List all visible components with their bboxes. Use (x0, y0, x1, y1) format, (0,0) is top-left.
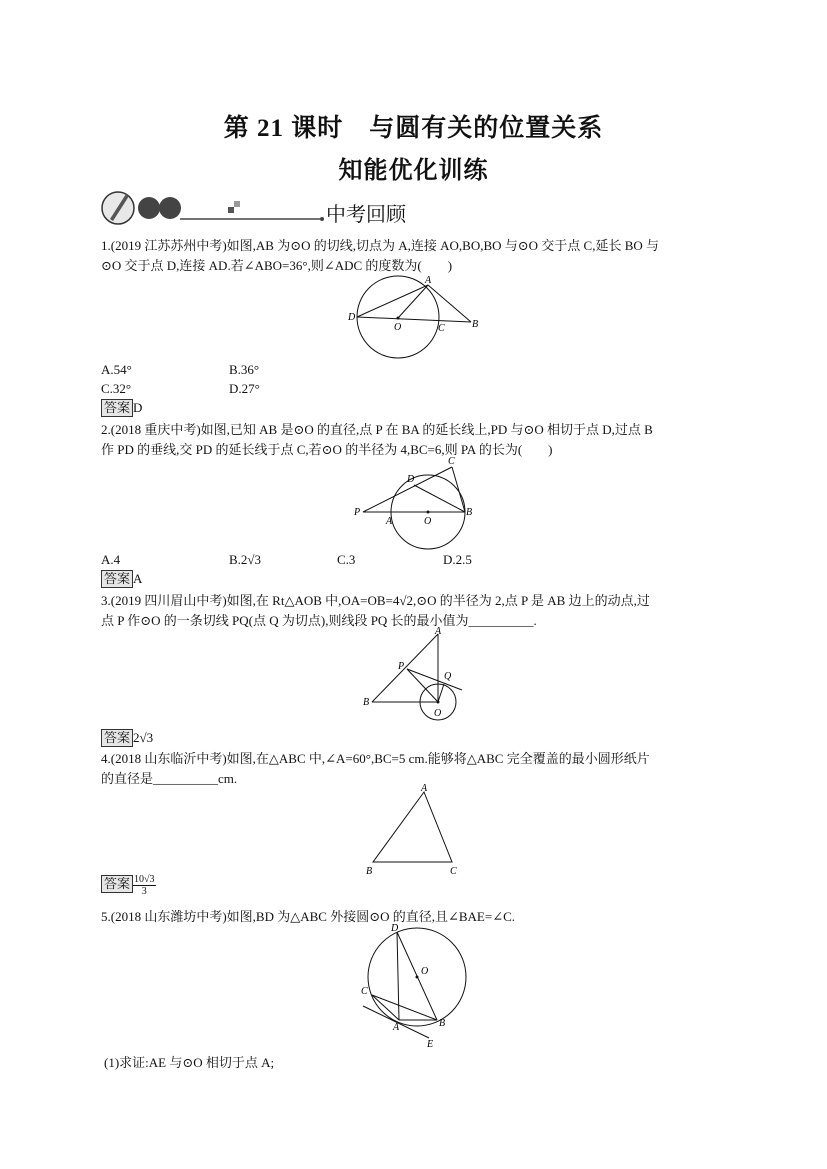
q3-line-po (407, 669, 438, 702)
q4-figure (360, 780, 470, 880)
answer-label: 答案 (101, 875, 133, 893)
q5-line-ca (372, 995, 399, 1020)
q2-label-b: B (466, 507, 473, 518)
q1-line-db (357, 317, 471, 322)
q5-label-e: E (427, 1039, 434, 1050)
q1-answer-value: D (133, 400, 143, 415)
q1-line-ao (398, 285, 428, 318)
q5-text-line1: 5.(2018 山东潍坊中考)如图,BD 为△ABC 外接圆⊙O 的直径,且∠BAE=∠C. (101, 909, 516, 924)
q5-figure (355, 920, 475, 1050)
q5-label-a: A (393, 1022, 400, 1033)
q2-label-c: C (448, 456, 455, 467)
q1-label-a: A (425, 275, 432, 286)
square-icon (228, 207, 234, 213)
page-subtitle: 知能优化训练 (338, 158, 489, 184)
q1-option-c: C.32° (101, 381, 132, 396)
q2-answer-value: A (133, 571, 143, 586)
q5-subquestion-1: (1)求证:AE 与⊙O 相切于点 A; (104, 1055, 275, 1070)
q1-center-dot (397, 317, 400, 320)
q1-label-d: D (348, 312, 356, 323)
q5-label-d: D (391, 923, 399, 934)
page-title: 第 21 课时 与圆有关的位置关系 (223, 115, 604, 142)
dot-icon (159, 197, 181, 219)
q3-figure (358, 624, 468, 724)
q3-center-dot (437, 701, 440, 704)
q1-label-c: C (438, 323, 445, 334)
answer-label: 答案 (101, 729, 133, 747)
q4-triangle (373, 792, 452, 862)
answer-label: 答案 (101, 399, 133, 417)
section-label: 中考回顾 (326, 204, 406, 226)
q2-line-cb (452, 467, 465, 512)
q2-label-o: O (424, 516, 432, 527)
q5-label-b: B (439, 1018, 446, 1029)
q1-label-o: O (394, 322, 402, 333)
q5-line-da (397, 932, 399, 1020)
q4-label-c: C (450, 866, 457, 877)
q4-label-a: A (421, 783, 428, 794)
q1-option-a: A.54° (101, 362, 132, 377)
q3-label-a: A (435, 626, 442, 637)
q1-label-b: B (472, 319, 479, 330)
q2-text-line2: 作 PD 的垂线,交 PD 的延长线于点 C,若⊙O 的半径为 4,BC=6,则 PA 的长为( ) (101, 442, 553, 457)
q2-figure (348, 452, 478, 552)
q1-text-line1: 1.(2019 江苏苏州中考)如图,AB 为⊙O 的切线,切点为 A,连接 AO,BO,BO 与⊙O 交于点 C,延长 BO 与 (101, 238, 660, 253)
q2-label-p: P (354, 507, 361, 518)
answer-label: 答案 (101, 570, 133, 588)
q4-answer-fraction (133, 874, 156, 897)
q4-label-b: B (366, 866, 373, 877)
q2-text-line1: 2.(2018 重庆中考)如图,已知 AB 是⊙O 的直径,点 P 在 BA 的延长线上,PD 与⊙O 相切于点 D,过点 B (101, 422, 653, 437)
q3-text-line2: 点 P 作⊙O 的一条切线 PQ(点 Q 为切点),则线段 PQ 长的最小值为__________. (101, 613, 537, 628)
q1-option-b: B.36° (229, 362, 260, 377)
q2-option-a: A.4 (101, 552, 121, 567)
q4-text-line2: 的直径是__________cm. (101, 771, 238, 786)
q3-text-line1: 3.(2019 四川眉山中考)如图,在 Rt△AOB 中,OA=OB=4√2,⊙O 的半径为 2,点 P 是 AB 边上的动点,过 (101, 593, 650, 608)
q4-answer (101, 874, 156, 897)
q3-line-pq (407, 669, 462, 690)
q2-label-d: D (407, 474, 415, 485)
q1-text-line2: ⊙O 交于点 D,连接 AD.若∠ABO=36°,则∠ADC 的度数为( ) (101, 258, 453, 273)
q3-answer-value: 2√3 (133, 730, 154, 745)
q3-line-qo (438, 684, 444, 702)
q3-label-q: Q (444, 671, 452, 682)
q2-option-b: B.2√3 (229, 552, 262, 567)
q2-center-dot (427, 511, 430, 514)
q4-answer-denominator: 3 (141, 886, 147, 897)
dot-icon (138, 197, 160, 219)
q5-label-c: C (361, 986, 368, 997)
q1-line-ab (428, 285, 471, 322)
q2-option-d: D.2.5 (443, 552, 472, 567)
q4-answer-numerator: 10√3 (134, 874, 155, 885)
q2-option-c: C.3 (337, 552, 356, 567)
q4-text-line1: 4.(2018 山东临沂中考)如图,在△ABC 中,∠A=60°,BC=5 cm.能够将△ABC 完全覆盖的最小圆形纸片 (101, 751, 650, 766)
q3-label-p: P (398, 661, 405, 672)
square-icon (234, 201, 240, 207)
q3-answer (101, 728, 153, 747)
q1-option-d: D.27° (229, 381, 260, 396)
q2-answer (101, 569, 142, 588)
divider-dot (320, 217, 324, 221)
q1-figure (340, 272, 490, 362)
q5-center-dot (416, 976, 419, 979)
q1-answer (101, 398, 142, 417)
q3-label-o: O (434, 708, 442, 719)
q5-label-o: O (421, 966, 429, 977)
q3-label-b: B (363, 697, 370, 708)
q2-label-a: A (386, 516, 393, 527)
section-header (98, 186, 438, 226)
